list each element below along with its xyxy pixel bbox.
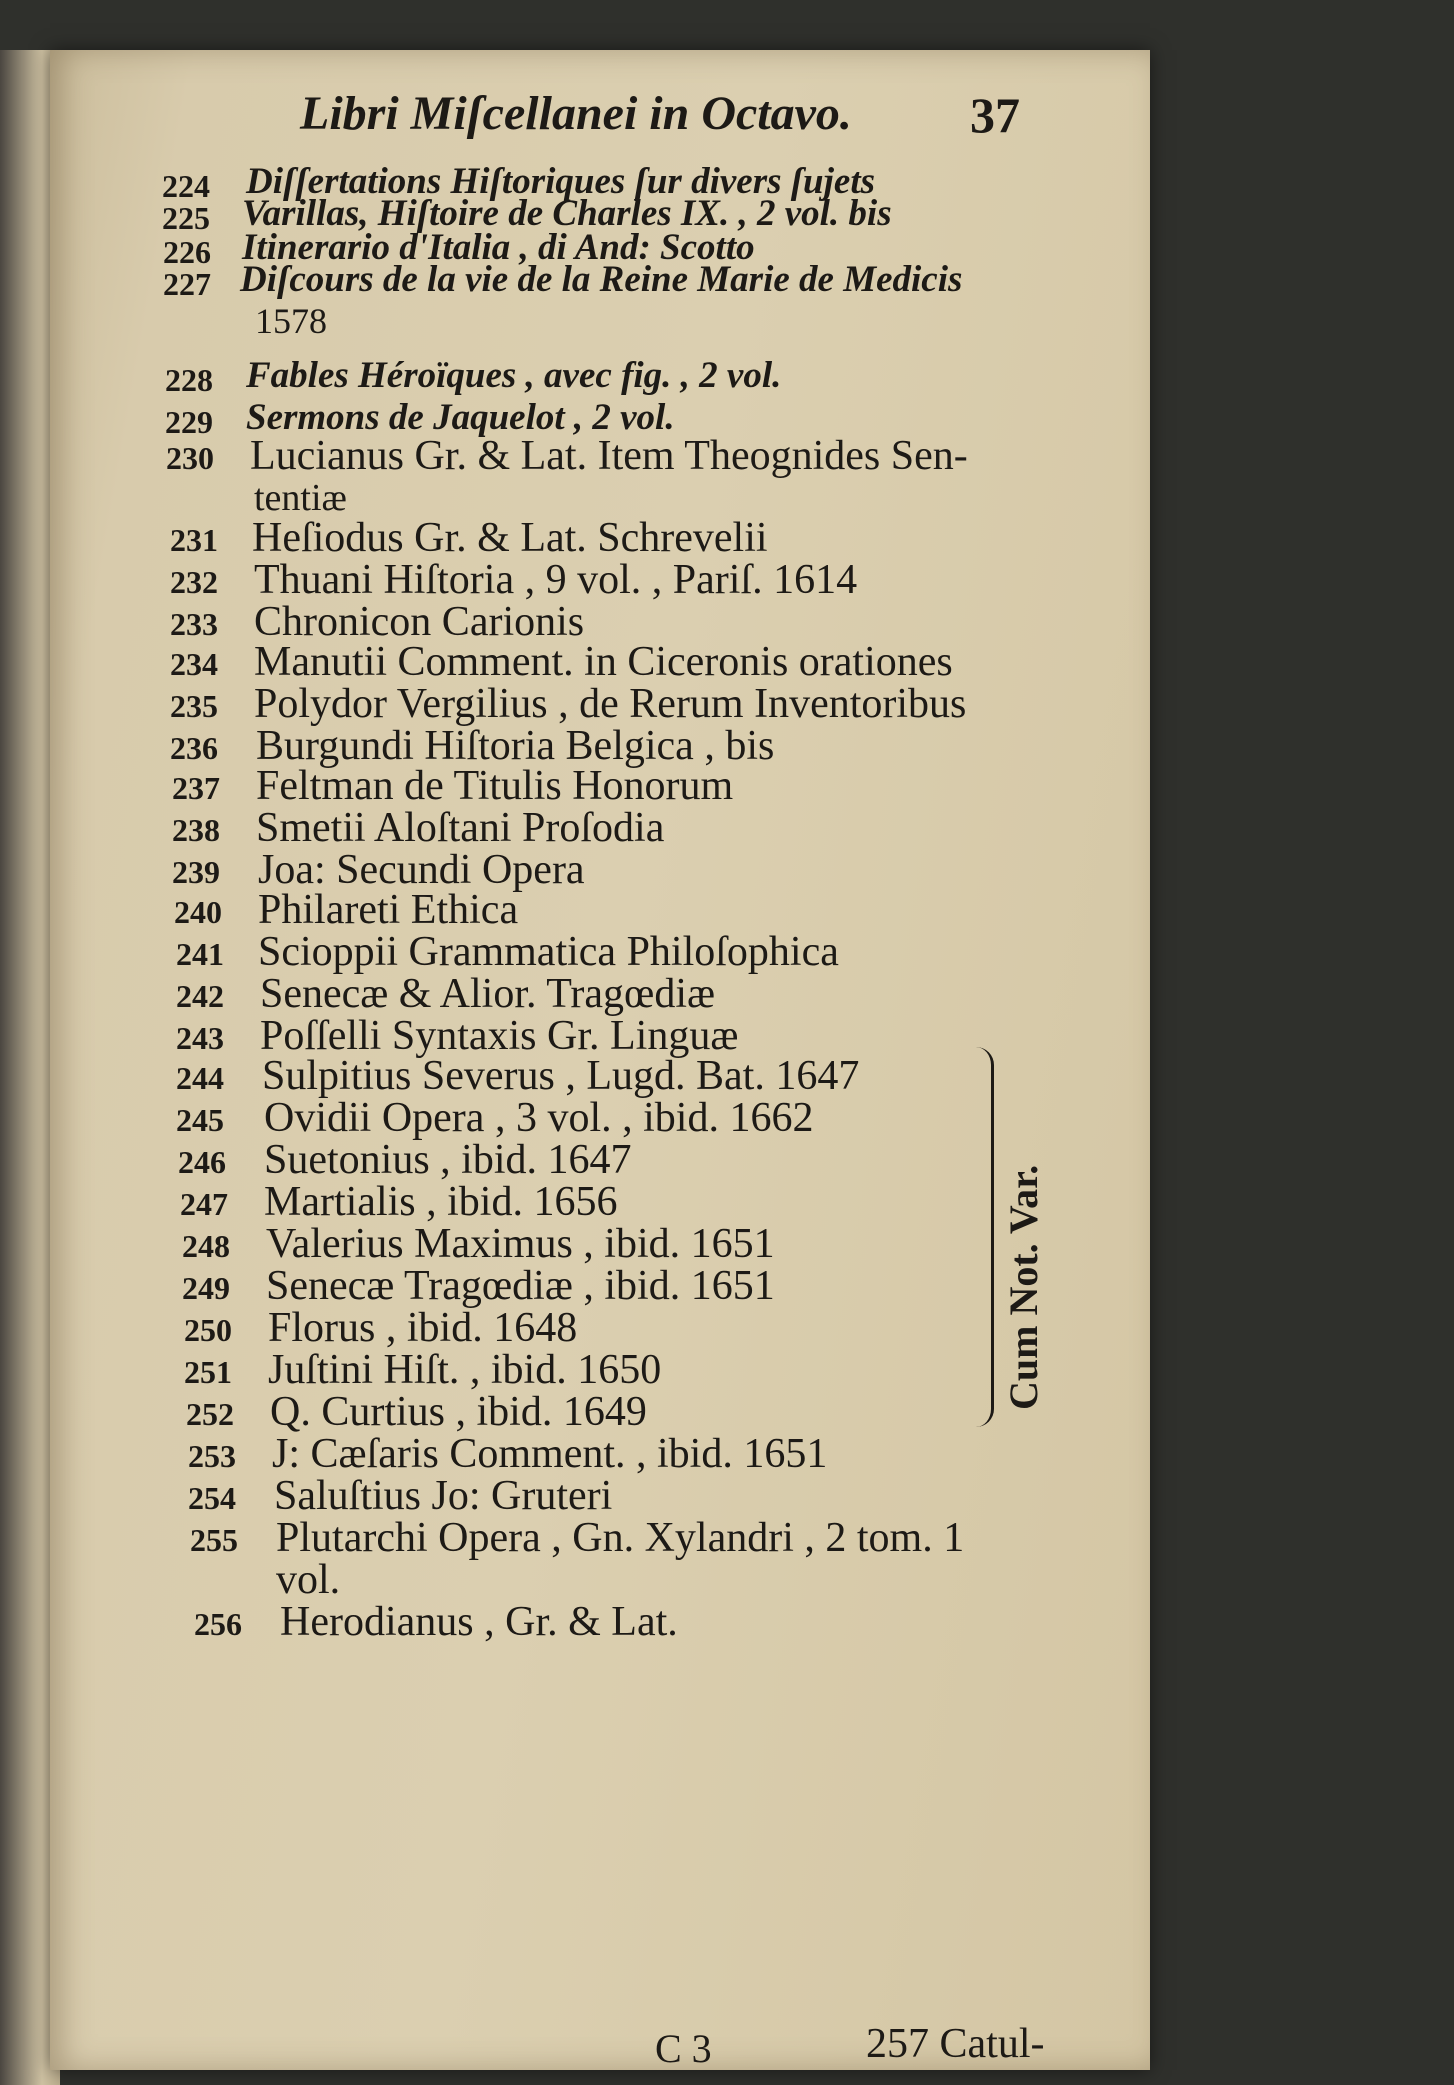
entry-title: Senecæ & Alior. Tragœdiæ bbox=[260, 971, 716, 1017]
entry-title: Herodianus , Gr. & Lat. bbox=[280, 1599, 678, 1645]
entry-title: Senecæ Tragœdiæ , ibid. 1651 bbox=[266, 1263, 775, 1309]
entry-title: Juſtini Hiſt. , ibid. 1650 bbox=[268, 1347, 662, 1393]
entry-title: Itinerario d'Italia , di And: Scotto bbox=[242, 227, 755, 268]
entry-number: 255 bbox=[190, 1522, 238, 1558]
entry-title: Thuani Hiſtoria , 9 vol. , Pariſ. 1614 bbox=[254, 557, 858, 603]
entry-title: Philareti Ethica bbox=[258, 887, 519, 933]
entry-title: Varillas, Hiſtoire de Charles IX. , 2 vol. bis bbox=[242, 193, 892, 234]
entry-title: Ovidii Opera , 3 vol. , ibid. 1662 bbox=[264, 1095, 814, 1141]
entry-title: Diſſertations Hiſtoriques ſur divers ſujets bbox=[246, 161, 876, 202]
catchword: 257 Catul- bbox=[866, 2021, 1045, 2067]
entry-number: 226 bbox=[163, 234, 211, 270]
entry-number: 227 bbox=[163, 266, 211, 302]
brace-label: Cum Not. Var. bbox=[1001, 1164, 1046, 1410]
entry-number: 240 bbox=[174, 894, 222, 930]
entry-title: Manutii Comment. in Ciceronis orationes bbox=[254, 639, 953, 685]
entry-number: 243 bbox=[176, 1020, 224, 1056]
entry-number: 229 bbox=[165, 404, 213, 440]
entry-title: Poſſelli Syntaxis Gr. Linguæ bbox=[260, 1013, 739, 1059]
entry-title: Burgundi Hiſtoria Belgica , bis bbox=[256, 723, 775, 769]
entry-title: Smetii Aloſtani Proſodia bbox=[256, 805, 665, 851]
entry-number: 251 bbox=[184, 1354, 232, 1390]
entry-title: Sulpitius Severus , Lugd. Bat. 1647 bbox=[262, 1053, 860, 1099]
entry-title: Diſcours de la vie de la Reine Marie de Medicis bbox=[240, 259, 963, 300]
entry-title: Chronicon Carionis bbox=[254, 599, 585, 645]
running-title: Libri Miſcellanei in Octavo. bbox=[300, 87, 852, 140]
entry-number: 249 bbox=[182, 1270, 230, 1306]
entry-number: 245 bbox=[176, 1102, 224, 1138]
entry-title: Sermons de Jaquelot , 2 vol. bbox=[246, 397, 675, 438]
list-item bbox=[0, 1598, 1454, 1648]
entry-title: Polydor Vergilius , de Rerum Inventoribus bbox=[254, 681, 967, 727]
entry-number: 256 bbox=[194, 1606, 242, 1642]
entry-title: Lucianus Gr. & Lat. Item Theognides Sen- bbox=[250, 433, 968, 479]
entry-number: 238 bbox=[172, 812, 220, 848]
entry-title: Suetonius , ibid. 1647 bbox=[264, 1137, 632, 1183]
list-item bbox=[0, 300, 1454, 350]
entry-title: 1578 bbox=[255, 301, 327, 341]
entry-title: Plutarchi Opera , Gn. Xylandri , 2 tom. 1 bbox=[276, 1515, 965, 1561]
entry-title: J: Cæſaris Comment. , ibid. 1651 bbox=[272, 1431, 828, 1477]
entry-number: 232 bbox=[170, 564, 218, 600]
entry-number: 234 bbox=[170, 646, 218, 682]
entry-title: tentiæ bbox=[254, 477, 347, 519]
entry-number: 230 bbox=[166, 440, 214, 476]
entry-number: 231 bbox=[170, 522, 218, 558]
entry-number: 241 bbox=[176, 936, 224, 972]
entry-number: 233 bbox=[170, 606, 218, 642]
entry-number: 254 bbox=[188, 1480, 236, 1516]
entry-number: 224 bbox=[162, 168, 210, 204]
entry-title: Q. Curtius , ibid. 1649 bbox=[270, 1389, 647, 1435]
entry-number: 237 bbox=[172, 770, 220, 806]
entry-number: 253 bbox=[188, 1438, 236, 1474]
entry-title: Scioppii Grammatica Philoſophica bbox=[258, 929, 839, 975]
signature-mark: C 3 bbox=[655, 2026, 712, 2071]
entry-number: 250 bbox=[184, 1312, 232, 1348]
entry-title: Saluſtius Jo: Gruteri bbox=[274, 1473, 613, 1519]
entry-title: Fables Héroïques , avec fig. , 2 vol. bbox=[246, 355, 782, 396]
entry-title: Florus , ibid. 1648 bbox=[268, 1305, 578, 1351]
running-header bbox=[300, 86, 1020, 146]
entry-number: 252 bbox=[186, 1396, 234, 1432]
entry-number: 239 bbox=[172, 854, 220, 890]
entry-title: Feltman de Titulis Honorum bbox=[256, 763, 734, 809]
entry-number: 236 bbox=[170, 730, 218, 766]
entry-title: Martialis , ibid. 1656 bbox=[264, 1179, 618, 1225]
page-number: 37 bbox=[970, 87, 1020, 143]
entry-number: 246 bbox=[178, 1144, 226, 1180]
entry-number: 248 bbox=[182, 1228, 230, 1264]
entry-title: Valerius Maximus , ibid. 1651 bbox=[266, 1221, 775, 1267]
entry-number: 228 bbox=[165, 362, 213, 398]
entry-title: vol. bbox=[276, 1557, 341, 1603]
entry-number: 247 bbox=[180, 1186, 228, 1222]
right-brace bbox=[965, 1047, 994, 1427]
entry-number: 242 bbox=[176, 978, 224, 1014]
entry-number: 235 bbox=[170, 688, 218, 724]
entry-number: 244 bbox=[176, 1060, 224, 1096]
entry-number: 225 bbox=[162, 200, 210, 236]
entry-title: Heſiodus Gr. & Lat. Schrevelii bbox=[252, 515, 768, 561]
entry-title: Joa: Secundi Opera bbox=[258, 847, 585, 893]
list-item bbox=[0, 432, 1454, 482]
